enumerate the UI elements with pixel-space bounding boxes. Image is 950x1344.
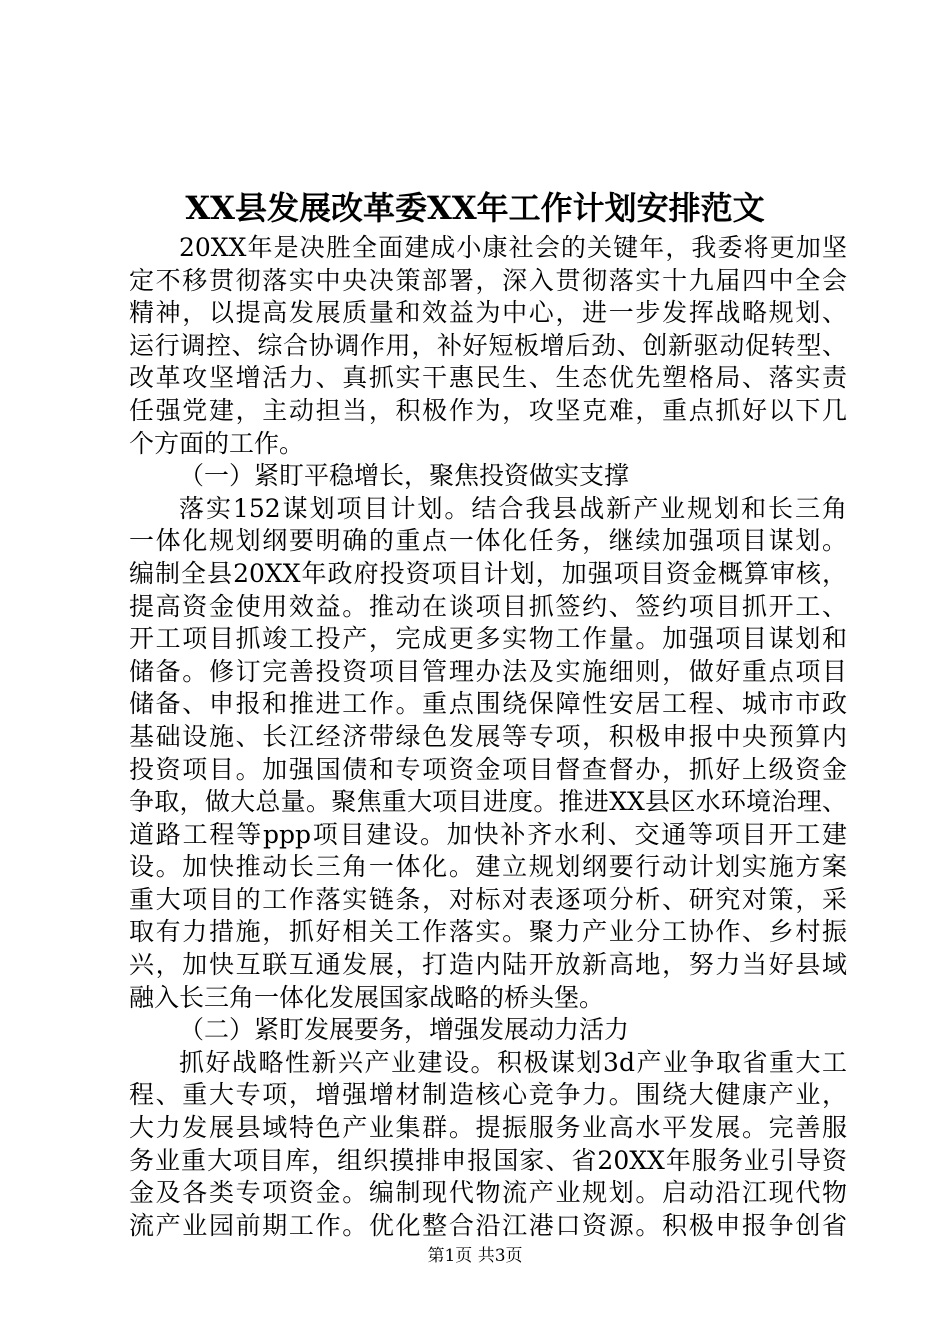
document-body xyxy=(129,232,847,1242)
page-footer: 第1页 共3页 xyxy=(427,1246,523,1266)
paragraph-line: 任强党建，主动担当，积极作为，攻坚克难，重点抓好以下几 xyxy=(129,395,847,425)
paragraph-line: 争取，做大总量。聚焦重大项目进度。推进XX县区水环境治理、 xyxy=(129,787,847,817)
paragraph-line: 抓好战略性新兴产业建设。积极谋划3d产业争取省重大工 xyxy=(179,1047,847,1077)
section-heading: （一）紧盯平稳增长，聚焦投资做实支撑 xyxy=(179,461,630,491)
paragraph-line: 设。加快推动长三角一体化。建立规划纲要行动计划实施方案 xyxy=(129,852,847,882)
document-title: XX县发展改革委XX年工作计划安排范文 xyxy=(185,189,765,227)
paragraph-line: 储备。修订完善投资项目管理办法及实施细则，做好重点项目 xyxy=(129,656,847,686)
paragraph-line: 兴，加快互联互通发展，打造内陆开放新高地，努力当好县域 xyxy=(129,950,847,980)
paragraph-line: 一体化规划纲要明确的重点一体化任务，继续加强项目谋划。 xyxy=(129,526,847,556)
paragraph-line: 融入长三角一体化发展国家战略的桥头堡。 xyxy=(129,982,605,1012)
paragraph-line: 精神，以提高发展质量和效益为中心，进一步发挥战略规划、 xyxy=(129,298,847,328)
paragraph-line: 流产业园前期工作。优化整合沿江港口资源。积极申报争创省 xyxy=(129,1210,847,1240)
paragraph-line: 储备、申报和推进工作。重点围绕保障性安居工程、城市市政 xyxy=(129,689,847,719)
paragraph-line: 道路工程等ppp项目建设。加快补齐水利、交通等项目开工建 xyxy=(129,819,847,849)
paragraph-line: 重大项目的工作落实链条，对标对表逐项分析、研究对策，采 xyxy=(129,884,847,914)
paragraph-line: 改革攻坚增活力、真抓实干惠民生、生态优先塑格局、落实责 xyxy=(129,363,847,393)
paragraph-line: 编制全县20XX年政府投资项目计划，加强项目资金概算审核， xyxy=(129,558,847,588)
paragraph-line: 程、重大专项，增强增材制造核心竞争力。围绕大健康产业， xyxy=(129,1080,847,1110)
paragraph-line: 开工项目抓竣工投产，完成更多实物工作量。加强项目谋划和 xyxy=(129,624,847,654)
paragraph-line: 20XX年是决胜全面建成小康社会的关键年，我委将更加坚 xyxy=(179,233,847,262)
paragraph-line: 金及各类专项资金。编制现代物流产业规划。启动沿江现代物 xyxy=(129,1178,847,1208)
paragraph-line: 落实152谋划项目计划。结合我县战新产业规划和长三角 xyxy=(179,493,847,523)
paragraph-line: 定不移贯彻落实中央决策部署，深入贯彻落实十九届四中全会 xyxy=(129,265,847,295)
paragraph-line: 投资项目。加强国债和专项资金项目督查督办，抓好上级资金 xyxy=(129,754,847,784)
paragraph-line: 个方面的工作。 xyxy=(129,428,305,458)
paragraph-line: 基础设施、长江经济带绿色发展等专项，积极申报中央预算内 xyxy=(129,721,847,751)
paragraph-line: 务业重大项目库，组织摸排申报国家、省20XX年服务业引导资 xyxy=(129,1145,847,1175)
paragraph-line: 取有力措施，抓好相关工作落实。聚力产业分工协作、乡村振 xyxy=(129,917,847,947)
paragraph-line: 运行调控、综合协调作用，补好短板增后劲、创新驱动促转型、 xyxy=(129,330,847,360)
section-heading: （二）紧盯发展要务，增强发展动力活力 xyxy=(179,1015,630,1045)
paragraph-line: 大力发展县域特色产业集群。提振服务业高水平发展。完善服 xyxy=(129,1113,847,1143)
paragraph-line: 提高资金使用效益。推动在谈项目抓签约、签约项目抓开工、 xyxy=(129,591,847,621)
